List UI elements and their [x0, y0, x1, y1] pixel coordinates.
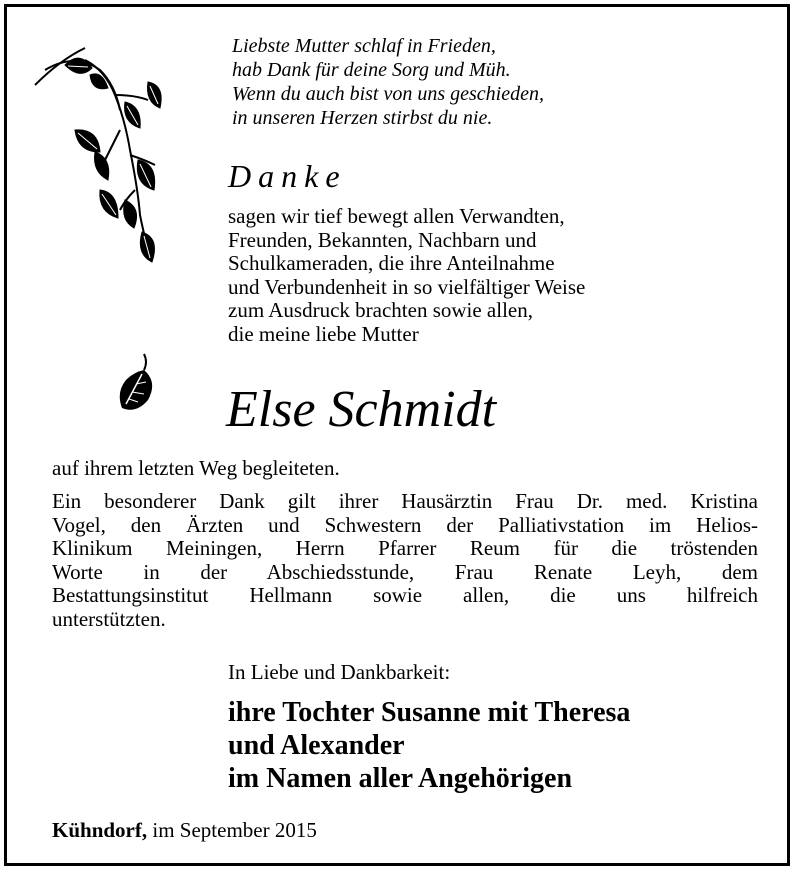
- poem-line: hab Dank für deine Sorg und Müh.: [232, 59, 511, 81]
- signatories: [228, 696, 630, 795]
- special-thanks-line: Klinikum Meiningen, Herrn Pfarrer Reum für die tröstenden: [52, 536, 758, 560]
- poem: [232, 34, 544, 130]
- thanks-line: Freunden, Bekannten, Nachbarn und: [228, 227, 537, 252]
- place-name: Kühndorf,: [52, 818, 148, 842]
- special-thanks-line: Vogel, den Ärzten und Schwestern der Palliativstation im Helios-: [52, 512, 758, 537]
- special-thanks-line: Ein besonderer Dank gilt ihrer Hausärztin Frau Dr. med. Kristina: [52, 489, 758, 513]
- thanks-line: sagen wir tief bewegt allen Verwandten,: [228, 204, 565, 228]
- poem-line: Wenn du auch bist von uns geschieden,: [232, 83, 544, 105]
- single-leaf-icon: [114, 352, 159, 414]
- signatory-line: im Namen aller Angehörigen: [228, 763, 573, 794]
- special-thanks-line: Bestattungsinstitut Hellmann sowie allen, die uns hilfreich: [52, 583, 758, 607]
- closing-text: In Liebe und Dankbarkeit:: [228, 660, 451, 684]
- thanks-line: und Verbundenheit in so vielfältiger Weise: [228, 274, 586, 299]
- date-text: im September 2015: [152, 818, 317, 842]
- signatory-line: ihre Tochter Susanne mit Theresa: [228, 697, 631, 728]
- thanks-line: Schulkameraden, die ihre Anteilnahme: [228, 251, 555, 275]
- leafy-branch-icon: [30, 40, 180, 290]
- last-way-text: auf ihrem letzten Weg begleiteten.: [52, 456, 340, 480]
- special-thanks-line: unterstützten.: [52, 606, 166, 631]
- heading-danke: Danke: [228, 158, 347, 194]
- special-thanks-line: Worte in der Abschiedsstunde, Frau Renate Leyh, dem: [52, 559, 758, 584]
- poem-line: Liebste Mutter schlaf in Frieden,: [232, 35, 496, 57]
- place-date: [52, 818, 317, 843]
- poem-line: in unseren Herzen stirbst du nie.: [232, 107, 493, 129]
- deceased-name: Else Schmidt: [226, 381, 497, 438]
- signatory-line: und Alexander: [228, 730, 405, 761]
- thanks-line: zum Ausdruck brachten sowie allen,: [228, 298, 533, 322]
- special-thanks-text: [52, 490, 758, 631]
- thanks-line: die meine liebe Mutter: [228, 321, 419, 346]
- thanks-text: [228, 205, 585, 346]
